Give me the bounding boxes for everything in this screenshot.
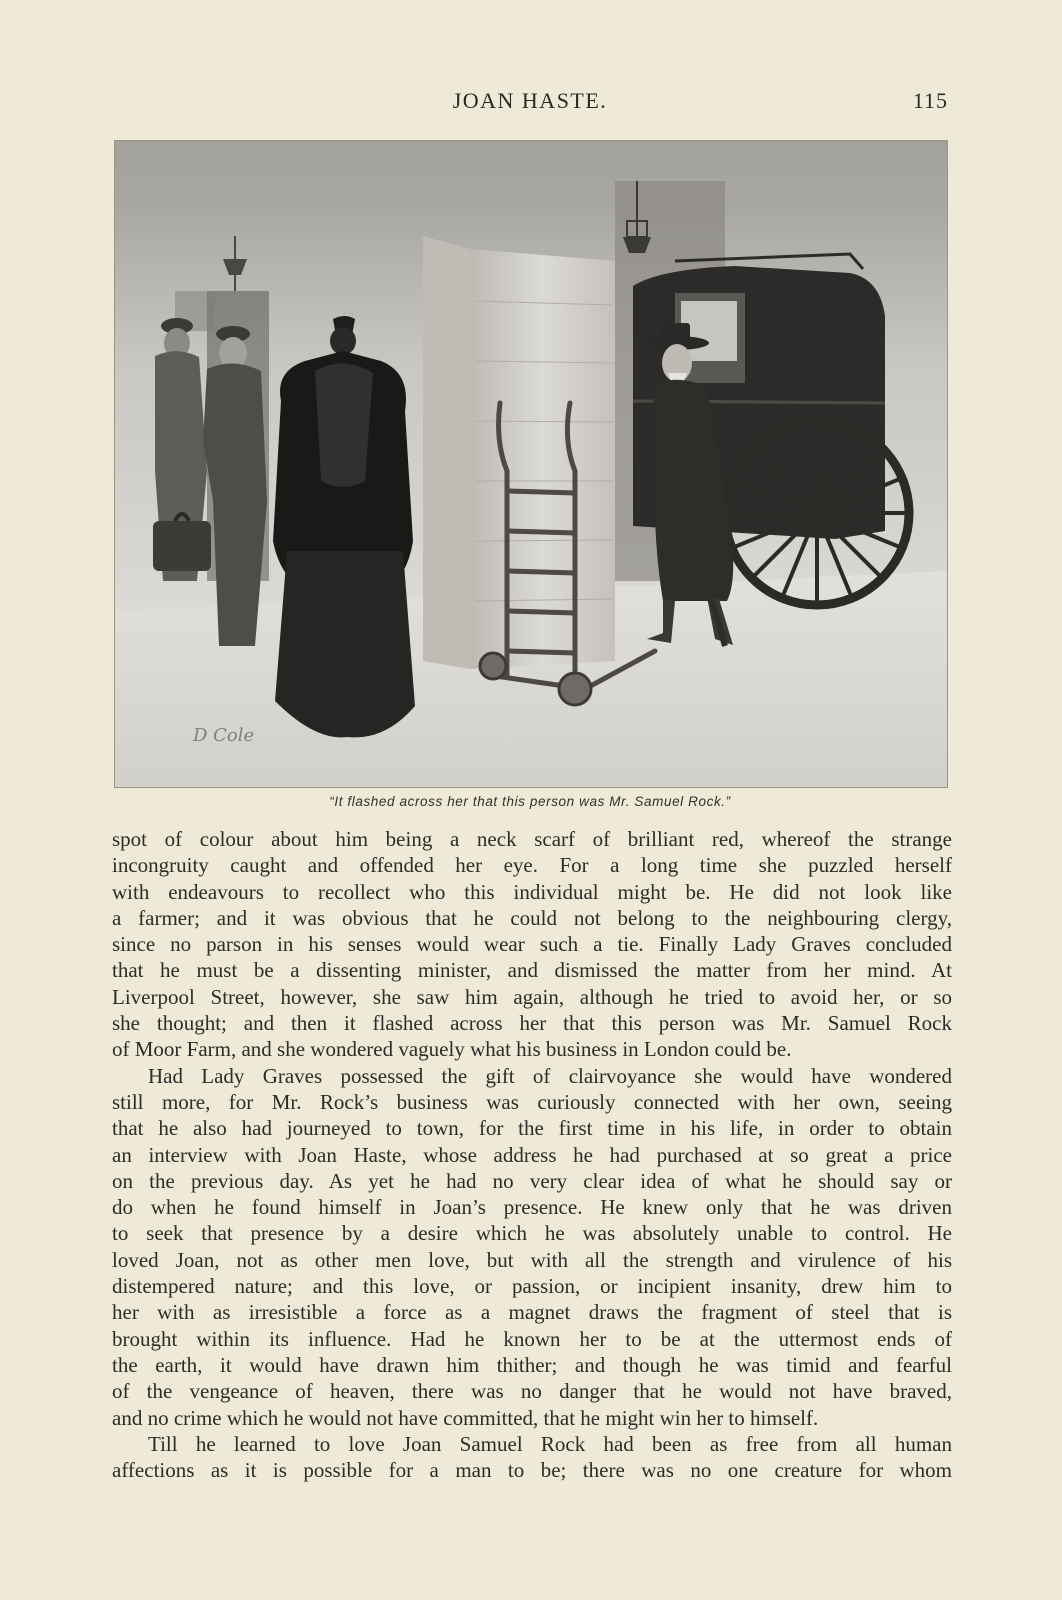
running-header xyxy=(112,88,948,122)
text-line: the earth, it would have drawn him thither; and though he was timid and fearful xyxy=(112,1352,952,1377)
station-platform-illustration xyxy=(115,141,947,787)
text-line: spot of colour about him being a neck scarf of brilliant red, whereof the strange xyxy=(112,827,952,851)
illustration-caption: “It flashed across her that this person was Mr. Samuel Rock.” xyxy=(329,794,731,809)
text-line: Till he learned to love Joan Samuel Rock had been as free from all human xyxy=(148,1431,952,1456)
text-line: to seek that presence by a desire which he was absolutely unable to control. He xyxy=(112,1221,952,1246)
text-line: of Moor Farm, and she wondered vaguely what his business in London could be. xyxy=(112,1037,792,1062)
carriage-wheel xyxy=(725,421,909,605)
text-line: a farmer; and it was obvious that he could not belong to the neighbouring clergy, xyxy=(112,905,952,930)
text-line: her with as irresistible a force as a magnet draws the fragment of steel that is xyxy=(112,1300,952,1325)
paragraph-3 xyxy=(112,1431,952,1484)
text-line: Liverpool Street, however, she saw him again, although he tried to avoid her, or so xyxy=(112,984,952,1009)
text-line: incongruity caught and offended her eye. For a long time she puzzled herself xyxy=(112,853,952,878)
text-line: she thought; and then it flashed across her that this person was Mr. Samuel Rock xyxy=(112,1011,952,1036)
text-line: Had Lady Graves possessed the gift of clairvoyance she would have wondered xyxy=(148,1063,952,1088)
body-text xyxy=(112,826,952,1483)
page-number: 115 xyxy=(912,88,948,113)
text-line: still more, for Mr. Rock’s business was curiously connected with her own, seeing xyxy=(112,1089,952,1114)
lady-graves-figure xyxy=(273,316,415,737)
svg-text:D Cole: D Cole xyxy=(193,725,255,746)
text-line: and no crime which he would not have committed, that he might win her to himself. xyxy=(112,1405,819,1430)
paragraph-1 xyxy=(112,826,952,1063)
illustration-plate xyxy=(114,140,948,788)
text-line: that he must be a dissenting minister, and dismissed the matter from her mind. At xyxy=(112,958,952,983)
text-line: that he also had journeyed to town, for the first time in his life, in order to obtain xyxy=(112,1116,952,1141)
text-line: brought within its influence. Had he known her to be at the uttermost ends of xyxy=(112,1326,952,1351)
paragraph-2 xyxy=(112,1063,952,1431)
text-line: an interview with Joan Haste, whose address he had purchased at so great a price xyxy=(112,1142,952,1167)
running-title: JOAN HASTE. xyxy=(452,88,608,113)
text-line: affections as it is possible for a man to be; there was no one creature for whom xyxy=(112,1458,952,1483)
text-line: loved Joan, not as other men love, but with all the strength and virulence of his xyxy=(112,1247,952,1272)
text-line: on the previous day. As yet he had no very clear idea of what he should say or xyxy=(112,1168,952,1193)
text-line: distempered nature; and this love, or passion, or incipient insanity, drew him to xyxy=(112,1274,952,1299)
text-line: since no parson in his senses would wear such a tie. Finally Lady Graves concluded xyxy=(112,932,952,957)
text-line: do when he found himself in Joan’s presence. He knew only that he was driven xyxy=(112,1195,952,1220)
text-line: with endeavours to recollect who this individual might be. He did not look like xyxy=(112,879,952,904)
text-line: of the vengeance of heaven, there was no danger that he would not have braved, xyxy=(112,1379,952,1404)
